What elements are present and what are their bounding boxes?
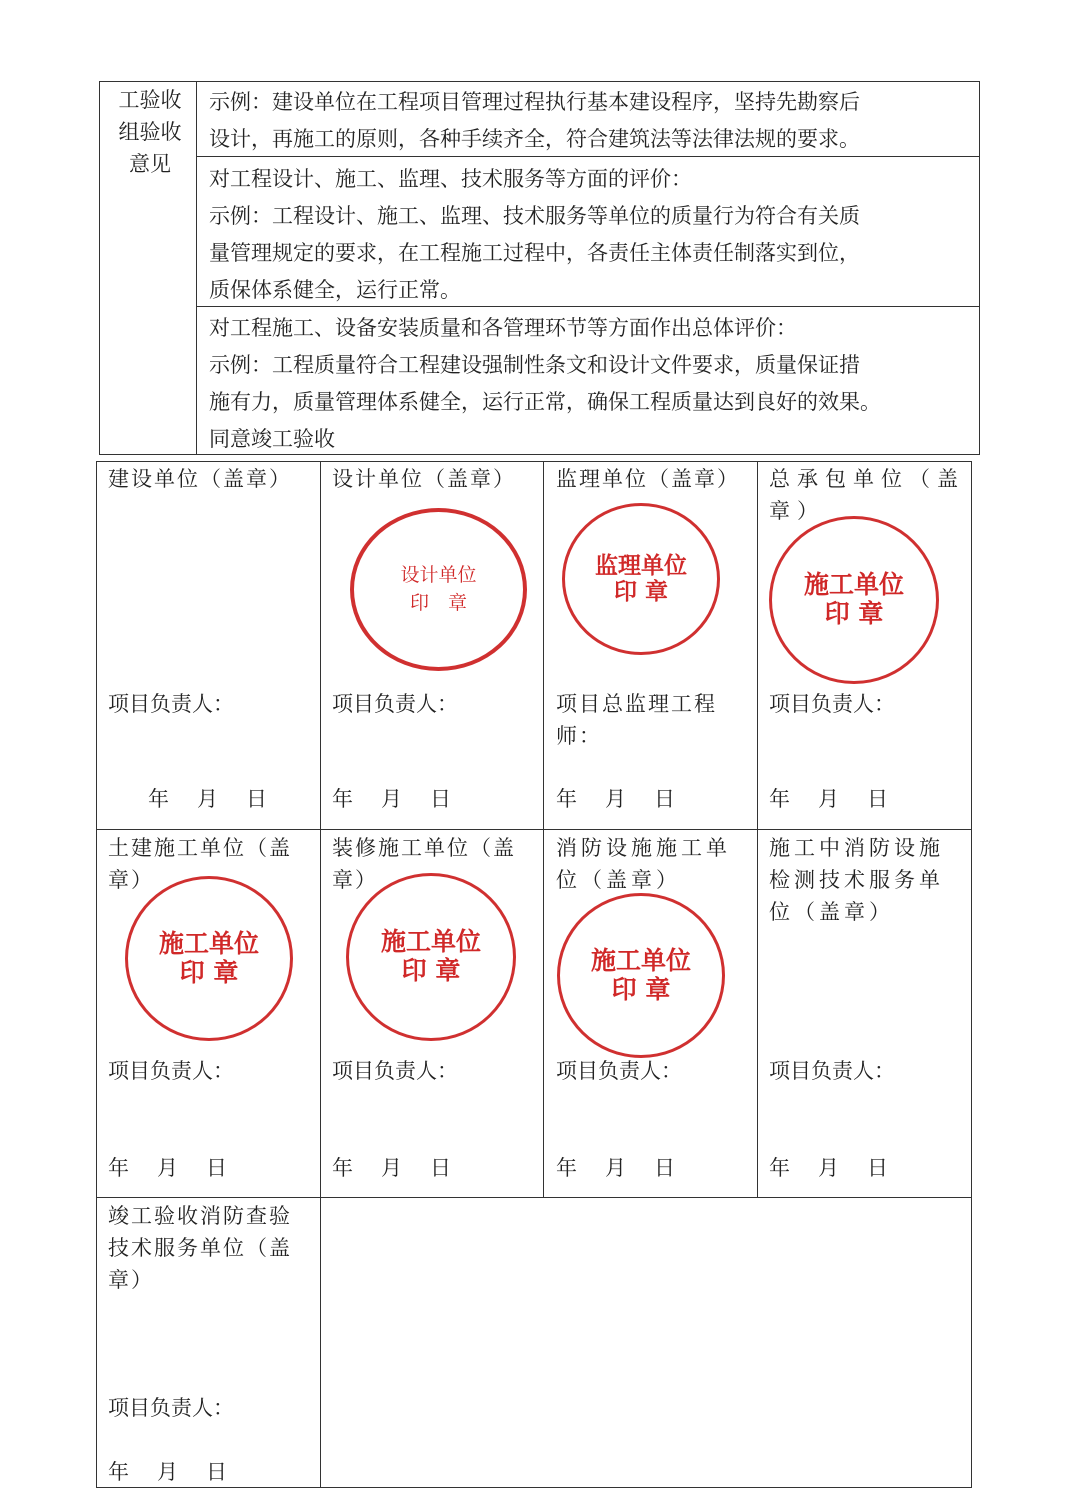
cell-date (332, 783, 451, 815)
opinion-text-line: 同意竣工验收 (209, 427, 335, 451)
opinion-text-line: 设计，再施工的原则，各种手续齐全，符合建筑法等法律法规的要求。 (209, 127, 860, 151)
date-year: 年 (556, 1156, 577, 1180)
date-day: 日 (654, 1156, 675, 1180)
opinion-text-line: 对工程设计、施工、监理、技术服务等方面的评价： (209, 167, 692, 191)
cell-signer: 项目负责人： (332, 692, 458, 716)
date-month: 月 (605, 1156, 626, 1180)
opinion-section-1 (209, 84, 860, 158)
supervision-unit-seal-stamp (562, 503, 720, 655)
date-year: 年 (556, 787, 577, 811)
date-year: 年 (332, 1156, 353, 1180)
cell-date (148, 783, 267, 815)
cell-label: 施工中消防设施检测技术服务单位（盖章） (769, 836, 944, 924)
cell-date (108, 1456, 227, 1488)
grid-row-line-2 (96, 1197, 972, 1198)
date-month: 月 (818, 1156, 839, 1180)
opinion-text-line: 示例：工程设计、施工、监理、技术服务等单位的质量行为符合有关质 (209, 204, 860, 228)
stamp-line: 印 章 (409, 591, 467, 614)
date-month: 月 (157, 1460, 178, 1484)
stamp-line: 印 章 (401, 956, 461, 985)
date-year: 年 (769, 1156, 790, 1180)
date-year: 年 (108, 1460, 129, 1484)
date-year: 年 (332, 787, 353, 811)
opinion-divider (196, 81, 197, 455)
cell-date (556, 1152, 675, 1184)
stamp-line: 施工单位 (803, 570, 904, 600)
cell-date (769, 783, 888, 815)
general-contractor-seal-stamp (769, 516, 939, 684)
date-day: 日 (867, 1156, 888, 1180)
cell-signer: 项目负责人： (769, 1059, 895, 1083)
cell-signer: 项目负责人： (769, 692, 895, 716)
opinion-section-3 (209, 310, 881, 458)
cell-signer: 项目负责人： (108, 692, 234, 716)
date-year: 年 (108, 1156, 129, 1180)
cell-label: 建设单位（盖章） (108, 467, 292, 491)
cell-date (108, 1152, 227, 1184)
date-month: 月 (381, 787, 402, 811)
date-month: 月 (197, 787, 218, 811)
cell-label: 总承包单位（盖章） (769, 467, 965, 523)
cell-label: 装修施工单位（盖章） (332, 836, 516, 892)
stamp-line: 印 章 (179, 957, 239, 987)
cell-date (332, 1152, 451, 1184)
stamp-line: 监理单位 (595, 551, 687, 579)
cell-signer: 项目总监理工程师： (556, 692, 717, 748)
date-day: 日 (206, 1460, 227, 1484)
grid-col-line-1 (320, 461, 321, 1488)
opinion-section-2 (209, 161, 860, 309)
cell-label: 竣工验收消防查验技术服务单位（盖章） (108, 1204, 292, 1292)
cell-signer: 项目负责人： (556, 1059, 682, 1083)
decoration-construction-seal-stamp (346, 873, 516, 1041)
cell-label: 消防设施施工单位（盖章） (556, 836, 731, 892)
date-month: 月 (157, 1156, 178, 1180)
date-day: 日 (867, 787, 888, 811)
opinion-text-line: 量管理规定的要求，在工程施工过程中，各责任主体责任制落实到位， (209, 241, 860, 265)
cell-label: 土建施工单位（盖章） (108, 836, 292, 892)
date-year: 年 (769, 787, 790, 811)
opinion-label-line: 组验收 (118, 120, 182, 144)
cell-date (769, 1152, 888, 1184)
opinion-text-line: 示例：建设单位在工程项目管理过程执行基本建设程序，坚持先勘察后 (209, 90, 860, 114)
stamp-line: 设计单位 (400, 563, 477, 586)
fire-facility-construction-seal-stamp (557, 893, 725, 1058)
cell-signer: 项目负责人： (332, 1059, 458, 1083)
stamp-line: 施工单位 (380, 927, 481, 957)
civil-construction-seal-stamp (125, 876, 293, 1041)
opinion-text-line: 施有力，质量管理体系健全，运行正常，确保工程质量达到良好的效果。 (209, 390, 881, 414)
opinion-text-line: 质保体系健全，运行正常。 (209, 278, 461, 302)
cell-signer: 项目负责人： (108, 1396, 234, 1420)
date-month: 月 (381, 1156, 402, 1180)
opinion-text-line: 示例：工程质量符合工程建设强制性条文和设计文件要求，质量保证措 (209, 353, 860, 377)
stamp-line: 印 章 (824, 599, 884, 628)
date-day: 日 (430, 787, 451, 811)
date-day: 日 (430, 1156, 451, 1180)
opinion-label-line: 工验收 (118, 88, 182, 112)
cell-label: 监理单位（盖章） (556, 467, 740, 491)
stamp-line: 施工单位 (590, 945, 691, 975)
opinion-label (108, 84, 192, 180)
date-year: 年 (148, 787, 169, 811)
stamp-line: 施工单位 (158, 928, 259, 958)
cell-date (556, 783, 675, 815)
date-day: 日 (246, 787, 267, 811)
date-day: 日 (654, 787, 675, 811)
grid-row-line-1 (96, 829, 972, 830)
date-day: 日 (206, 1156, 227, 1180)
opinion-label-line: 意见 (129, 152, 171, 176)
stamp-line: 印 章 (613, 578, 668, 605)
cell-signer: 项目负责人： (108, 1059, 234, 1083)
design-unit-seal-stamp (350, 508, 527, 671)
date-month: 月 (818, 787, 839, 811)
stamp-line: 印 章 (611, 974, 671, 1004)
opinion-text-line: 对工程施工、设备安装质量和各管理环节等方面作出总体评价： (209, 316, 797, 340)
date-month: 月 (605, 787, 626, 811)
cell-label: 设计单位（盖章） (332, 467, 516, 491)
